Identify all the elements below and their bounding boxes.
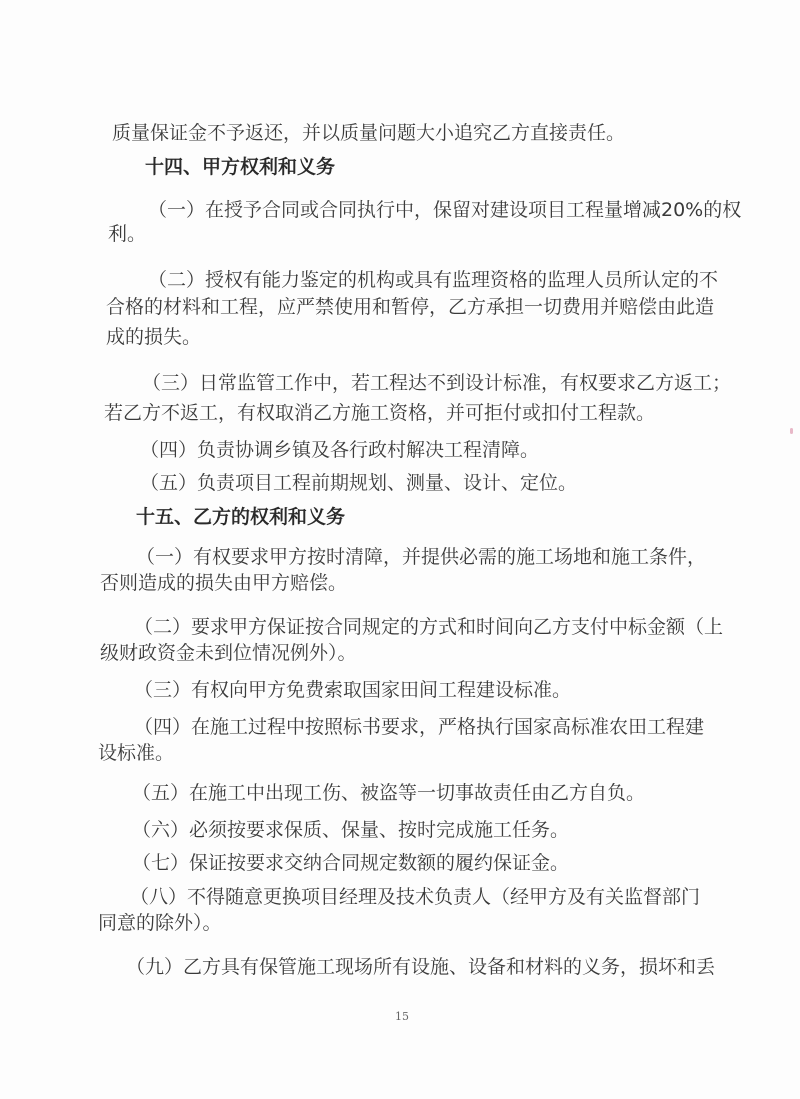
paragraph-line: （一）在授予合同或合同执行中，保留对建设项目工程量增减20%的权	[148, 199, 742, 221]
section-heading-15: 十五、乙方的权利和义务	[136, 506, 346, 528]
paragraph-line: （八）不得随意更换项目经理及技术负责人（经甲方及有关监督部门	[130, 886, 701, 908]
paragraph-line: 设标准。	[98, 742, 175, 764]
paragraph-line: （九）乙方具有保管施工现场所有设施、设备和材料的义务，损坏和丢	[126, 956, 716, 978]
paragraph-line: （六）必须按要求保质、保量、按时完成施工任务。	[132, 819, 570, 841]
paragraph-line: （二）要求甲方保证按合同规定的方式和时间向乙方支付中标金额（上	[134, 616, 724, 638]
paragraph-line: 成的损失。	[106, 326, 202, 348]
paragraph-line: 级财政资金未到位情况例外）。	[100, 642, 357, 664]
page-number: 15	[395, 1010, 409, 1023]
paragraph-line: （五）在施工中出现工伤、被盗等一切事故责任由乙方自负。	[132, 782, 646, 804]
paragraph-line: （三）有权向甲方免费索取国家田间工程建设标准。	[134, 679, 572, 701]
paragraph-line: （二）授权有能力鉴定的机构或具有监理资格的监理人员所认定的不	[148, 269, 719, 291]
paragraph-line: 合格的材料和工程，应严禁使用和暂停，乙方承担一切费用并赔偿由此造	[106, 296, 715, 318]
paragraph-line: （五）负责项目工程前期规划、测量、设计、定位。	[140, 472, 578, 494]
scan-artifact	[790, 428, 793, 434]
paragraph-line: （四）在施工过程中按照标书要求，严格执行国家高标准农田工程建	[134, 716, 705, 738]
paragraph-line: 若乙方不返工，有权取消乙方施工资格，并可拒付或扣付工程款。	[104, 402, 656, 424]
paragraph-line: 否则造成的损失由甲方赔偿。	[100, 572, 348, 594]
paragraph-line: （三）日常监管工作中，若工程达不到设计标准，有权要求乙方返工；	[142, 372, 732, 394]
paragraph-line: 同意的除外）。	[98, 912, 222, 934]
paragraph-line: （七）保证按要求交纳合同规定数额的履约保证金。	[132, 852, 570, 874]
paragraph-line: 利。	[108, 223, 147, 245]
section-heading-14: 十四、甲方权利和义务	[145, 156, 336, 178]
paragraph-line: （一）有权要求甲方按时清障，并提供必需的施工场地和施工条件，	[136, 546, 707, 568]
paragraph-line: 质量保证金不予返还，并以质量问题大小追究乙方直接责任。	[112, 122, 626, 144]
paragraph-line: （四）负责协调乡镇及各行政村解决工程清障。	[140, 439, 540, 461]
